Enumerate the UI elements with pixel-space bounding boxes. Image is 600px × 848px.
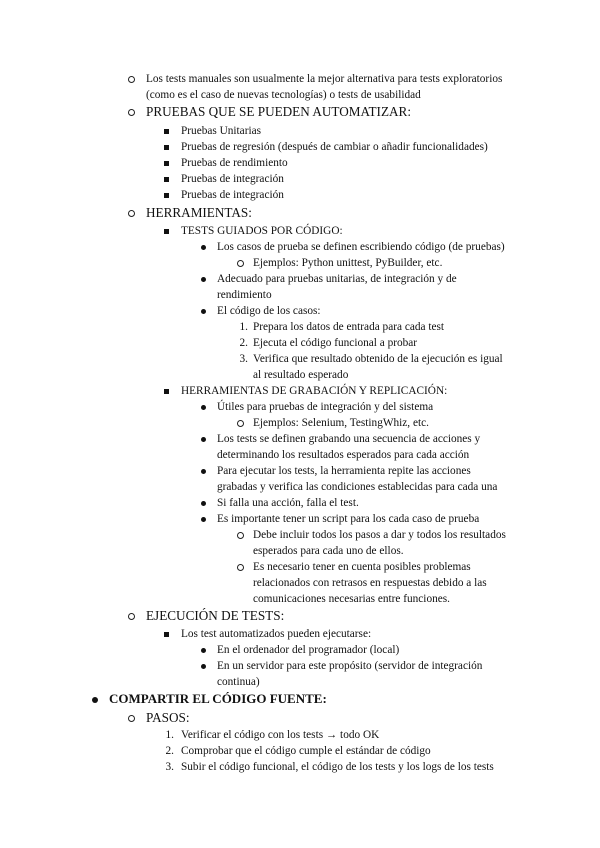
list-number: 1. (239, 321, 248, 333)
list-item: Subir el código funcional, el código de los tests y los logs de los tests (181, 761, 494, 773)
list-number: 1. (165, 729, 174, 741)
square-bullet-icon (164, 229, 169, 234)
filled-bullet-icon (201, 405, 206, 410)
list-item: TESTS GUIADOS POR CÓDIGO: (181, 225, 343, 237)
hollow-bullet-icon (128, 109, 135, 116)
list-item: Pruebas de regresión (después de cambiar o añadir funcionalidades) (181, 141, 488, 153)
list-item: Ejemplos: Python unittest, PyBuilder, etc. (253, 257, 443, 269)
square-bullet-icon (164, 129, 169, 134)
filled-bullet-icon (201, 309, 206, 314)
list-item: Pruebas de integración (181, 173, 284, 185)
square-bullet-icon (164, 145, 169, 150)
square-bullet-icon (164, 177, 169, 182)
main-heading: COMPARTIR EL CÓDIGO FUENTE: (109, 691, 327, 706)
list-number: 2. (165, 745, 174, 757)
square-bullet-icon (164, 389, 169, 394)
hollow-bullet-icon (128, 210, 135, 217)
list-item: El código de los casos: (217, 305, 321, 317)
list-item-continuation: grabadas y verifica las condiciones establecidas para cada una (217, 481, 498, 493)
hollow-bullet-icon (128, 715, 135, 722)
list-item: Comprobar que el código cumple el estándar de código (181, 745, 431, 757)
square-bullet-icon (164, 193, 169, 198)
filled-bullet-icon (201, 501, 206, 506)
list-item-continuation: al resultado esperado (253, 369, 349, 381)
list-item: Ejemplos: Selenium, TestingWhiz, etc. (253, 417, 429, 429)
list-item: Verifica que resultado obtenido de la ejecución es igual (253, 353, 503, 365)
filled-bullet-icon (201, 517, 206, 522)
list-item: Si falla una acción, falla el test. (217, 497, 359, 509)
filled-bullet-icon (201, 277, 206, 282)
list-item-continuation: esperados para cada uno de ellos. (253, 545, 404, 557)
list-item: Pruebas de rendimiento (181, 157, 288, 169)
list-item: Los casos de prueba se definen escribiendo código (de pruebas) (217, 241, 505, 253)
hollow-bullet-icon (128, 613, 135, 620)
list-item: Útiles para pruebas de integración y del sistema (217, 401, 434, 413)
filled-bullet-icon (201, 437, 206, 442)
square-bullet-icon (164, 161, 169, 166)
filled-bullet-icon (201, 648, 206, 653)
list-item: Los tests se definen grabando una secuencia de acciones y (217, 433, 481, 445)
section-heading: EJECUCIÓN DE TESTS: (146, 608, 285, 623)
text-line: (como es el caso de nuevas tecnologías) o tests de usabilidad (146, 89, 421, 101)
list-item: Prepara los datos de entrada para cada test (253, 321, 445, 333)
list-item: Es importante tener un script para los cada caso de prueba (217, 513, 480, 525)
section-heading: PASOS: (146, 710, 190, 725)
hollow-bullet-icon (237, 420, 244, 427)
filled-bullet-icon (92, 697, 98, 703)
filled-bullet-icon (201, 664, 206, 669)
list-item-continuation: comunicaciones necesarias entre funciones. (253, 593, 450, 605)
list-item: Pruebas Unitarias (181, 125, 261, 137)
list-number: 3. (239, 353, 248, 365)
list-item: Ejecuta el código funcional a probar (253, 337, 418, 349)
list-item: HERRAMIENTAS DE GRABACIÓN Y REPLICACIÓN: (181, 385, 448, 397)
list-item-continuation: relacionados con retrasos en respuestas debido a las (253, 577, 487, 589)
list-number: 2. (239, 337, 248, 349)
hollow-bullet-icon (237, 564, 244, 571)
list-item: En el ordenador del programador (local) (217, 644, 400, 656)
list-item: Adecuado para pruebas unitarias, de integración y de (217, 273, 457, 285)
list-item-continuation: determinando los resultados esperados para cada acción (217, 449, 470, 461)
list-item: Los test automatizados pueden ejecutarse: (181, 628, 372, 640)
filled-bullet-icon (201, 469, 206, 474)
hollow-bullet-icon (237, 260, 244, 267)
list-item-continuation: rendimiento (217, 289, 272, 301)
list-number: 3. (165, 761, 174, 773)
section-heading: PRUEBAS QUE SE PUEDEN AUTOMATIZAR: (146, 104, 411, 119)
list-item: Para ejecutar los tests, la herramienta repite las acciones (217, 465, 471, 477)
list-item: Es necesario tener en cuenta posibles problemas (253, 561, 471, 573)
list-item: Debe incluir todos los pasos a dar y todos los resultados (253, 529, 506, 541)
list-item: Pruebas de integración (181, 189, 284, 201)
list-item: Verificar el código con los tests → todo OK (181, 729, 380, 741)
filled-bullet-icon (201, 245, 206, 250)
text-line: Los tests manuales son usualmente la mejor alternativa para tests exploratorios (146, 73, 503, 85)
hollow-bullet-icon (237, 532, 244, 539)
square-bullet-icon (164, 632, 169, 637)
list-item-continuation: continua) (217, 676, 260, 688)
list-item: En un servidor para este propósito (servidor de integración (217, 660, 483, 672)
section-heading: HERRAMIENTAS: (146, 205, 252, 220)
hollow-bullet-icon (128, 76, 135, 83)
